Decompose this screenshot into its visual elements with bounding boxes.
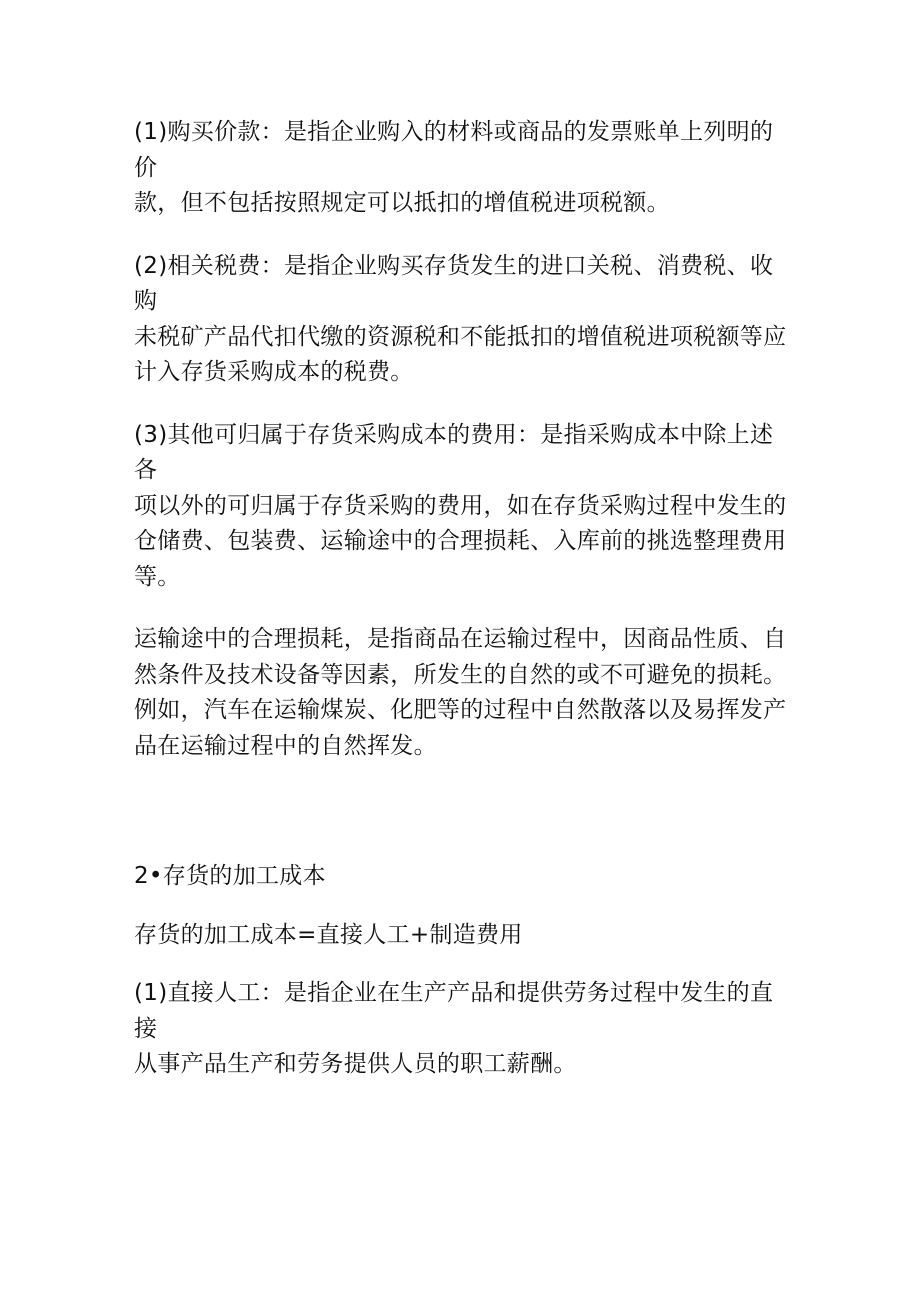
- section-spacer: [134, 791, 796, 859]
- paragraph-purchase-price: (1)购买价款：是指企业购入的材料或商品的发票账单上列明的价 款，但不包括按照规定可以抵扣的增值税进项税额。: [134, 119, 774, 216]
- document-body: [134, 115, 796, 1110]
- processing-cost-formula: 存货的加工成本=直接人工+制造费用: [134, 921, 523, 948]
- paragraph-reasonable-loss: 运输途中的合理损耗，是指商品在运输过程中，因商品性质、自 然条件及技术设备等因素，所发生的自然的或不可避免的损耗。 例如，汽车在运输煤炭、化肥等的过程中自然散落以及易挥发产 品在运输过程中的自然挥发。: [134, 626, 787, 759]
- paragraph-other-costs: (3)其他可归属于存货采购成本的费用：是指采购成本中除上述各 项以外的可归属于存货采购的费用，如在存货采购过程中发生的 仓储费、包装费、运输途中的合理损耗、入库前的挑选整理费用 等。: [134, 421, 787, 590]
- paragraph-related-taxes: (2)相关税费：是指企业购买存货发生的进口关税、消费税、收购 未税矿产品代扣代缴的资源税和不能抵扣的增值税进项税额等应 计入存货采购成本的税费。: [134, 252, 787, 385]
- paragraph-direct-labor: (1)直接人工：是指企业在生产产品和提供劳务过程中发生的直接 从事产品生产和劳务提供人员的职工薪酬。: [134, 980, 774, 1077]
- section-heading: 2•存货的加工成本: [134, 863, 326, 889]
